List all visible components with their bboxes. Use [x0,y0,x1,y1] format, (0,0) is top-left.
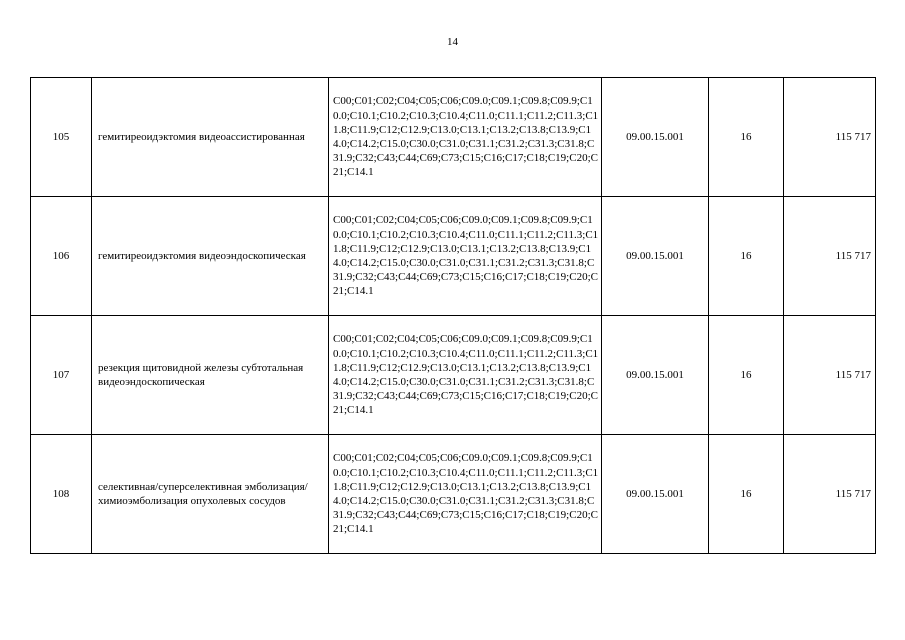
cost-value: 115 717 [784,78,876,197]
group-number: 16 [709,435,784,554]
table-row [31,78,876,197]
method-code: 09.00.15.001 [602,316,709,435]
row-number: 105 [31,78,92,197]
group-number: 16 [709,78,784,197]
row-number: 107 [31,316,92,435]
table-row [31,197,876,316]
cost-value: 115 717 [784,316,876,435]
method-code: 09.00.15.001 [602,197,709,316]
page-number: 14 [447,36,458,48]
method-code: 09.00.15.001 [602,435,709,554]
method-code: 09.00.15.001 [602,78,709,197]
procedure-name: гемитиреоидэктомия видеоассистированная [92,78,329,197]
procedure-name: селективная/суперселективная эмболизация/химиоэмболизация опухолевых сосудов [92,435,329,554]
group-number: 16 [709,316,784,435]
table-row [31,435,876,554]
procedures-table [30,77,876,554]
diagnosis-codes: C00;C01;C02;C04;C05;C06;C09.0;C09.1;C09.8;C09.9;C10.0;C10.1;C10.2;C10.3;C10.4;C11.0;C11.1;C11.2;C11.3;C11.8;C11.9;C12;C12.9;C13.0;C13.1;C13.2;C13.8;C13.9;C14.0;C14.2;C15.0;C30.0;C31.0;C31.1;C31.2;C31.3;C31.8;C31.9;C32;C43;C44;C69;C73;C15;C16;C17;C18;C19;C20;C21;C14.1 [329,435,602,554]
cost-value: 115 717 [784,197,876,316]
table-row [31,316,876,435]
row-number: 108 [31,435,92,554]
procedure-name: резекция щитовидной железы субтотальная видеоэндоскопическая [92,316,329,435]
diagnosis-codes: C00;C01;C02;C04;C05;C06;C09.0;C09.1;C09.8;C09.9;C10.0;C10.1;C10.2;C10.3;C10.4;C11.0;C11.1;C11.2;C11.3;C11.8;C11.9;C12;C12.9;C13.0;C13.1;C13.2;C13.8;C13.9;C14.0;C14.2;C15.0;C30.0;C31.0;C31.1;C31.2;C31.3;C31.8;C31.9;C32;C43;C44;C69;C73;C15;C16;C17;C18;C19;C20;C21;C14.1 [329,316,602,435]
cost-value: 115 717 [784,435,876,554]
procedure-name: гемитиреоидэктомия видеоэндоскопическая [92,197,329,316]
group-number: 16 [709,197,784,316]
diagnosis-codes: C00;C01;C02;C04;C05;C06;C09.0;C09.1;C09.8;C09.9;C10.0;C10.1;C10.2;C10.3;C10.4;C11.0;C11.1;C11.2;C11.3;C11.8;C11.9;C12;C12.9;C13.0;C13.1;C13.2;C13.8;C13.9;C14.0;C14.2;C15.0;C30.0;C31.0;C31.1;C31.2;C31.3;C31.8;C31.9;C32;C43;C44;C69;C73;C15;C16;C17;C18;C19;C20;C21;C14.1 [329,197,602,316]
diagnosis-codes: C00;C01;C02;C04;C05;C06;C09.0;C09.1;C09.8;C09.9;C10.0;C10.1;C10.2;C10.3;C10.4;C11.0;C11.1;C11.2;C11.3;C11.8;C11.9;C12;C12.9;C13.0;C13.1;C13.2;C13.8;C13.9;C14.0;C14.2;C15.0;C30.0;C31.0;C31.1;C31.2;C31.3;C31.8;C31.9;C32;C43;C44;C69;C73;C15;C16;C17;C18;C19;C20;C21;C14.1 [329,78,602,197]
row-number: 106 [31,197,92,316]
